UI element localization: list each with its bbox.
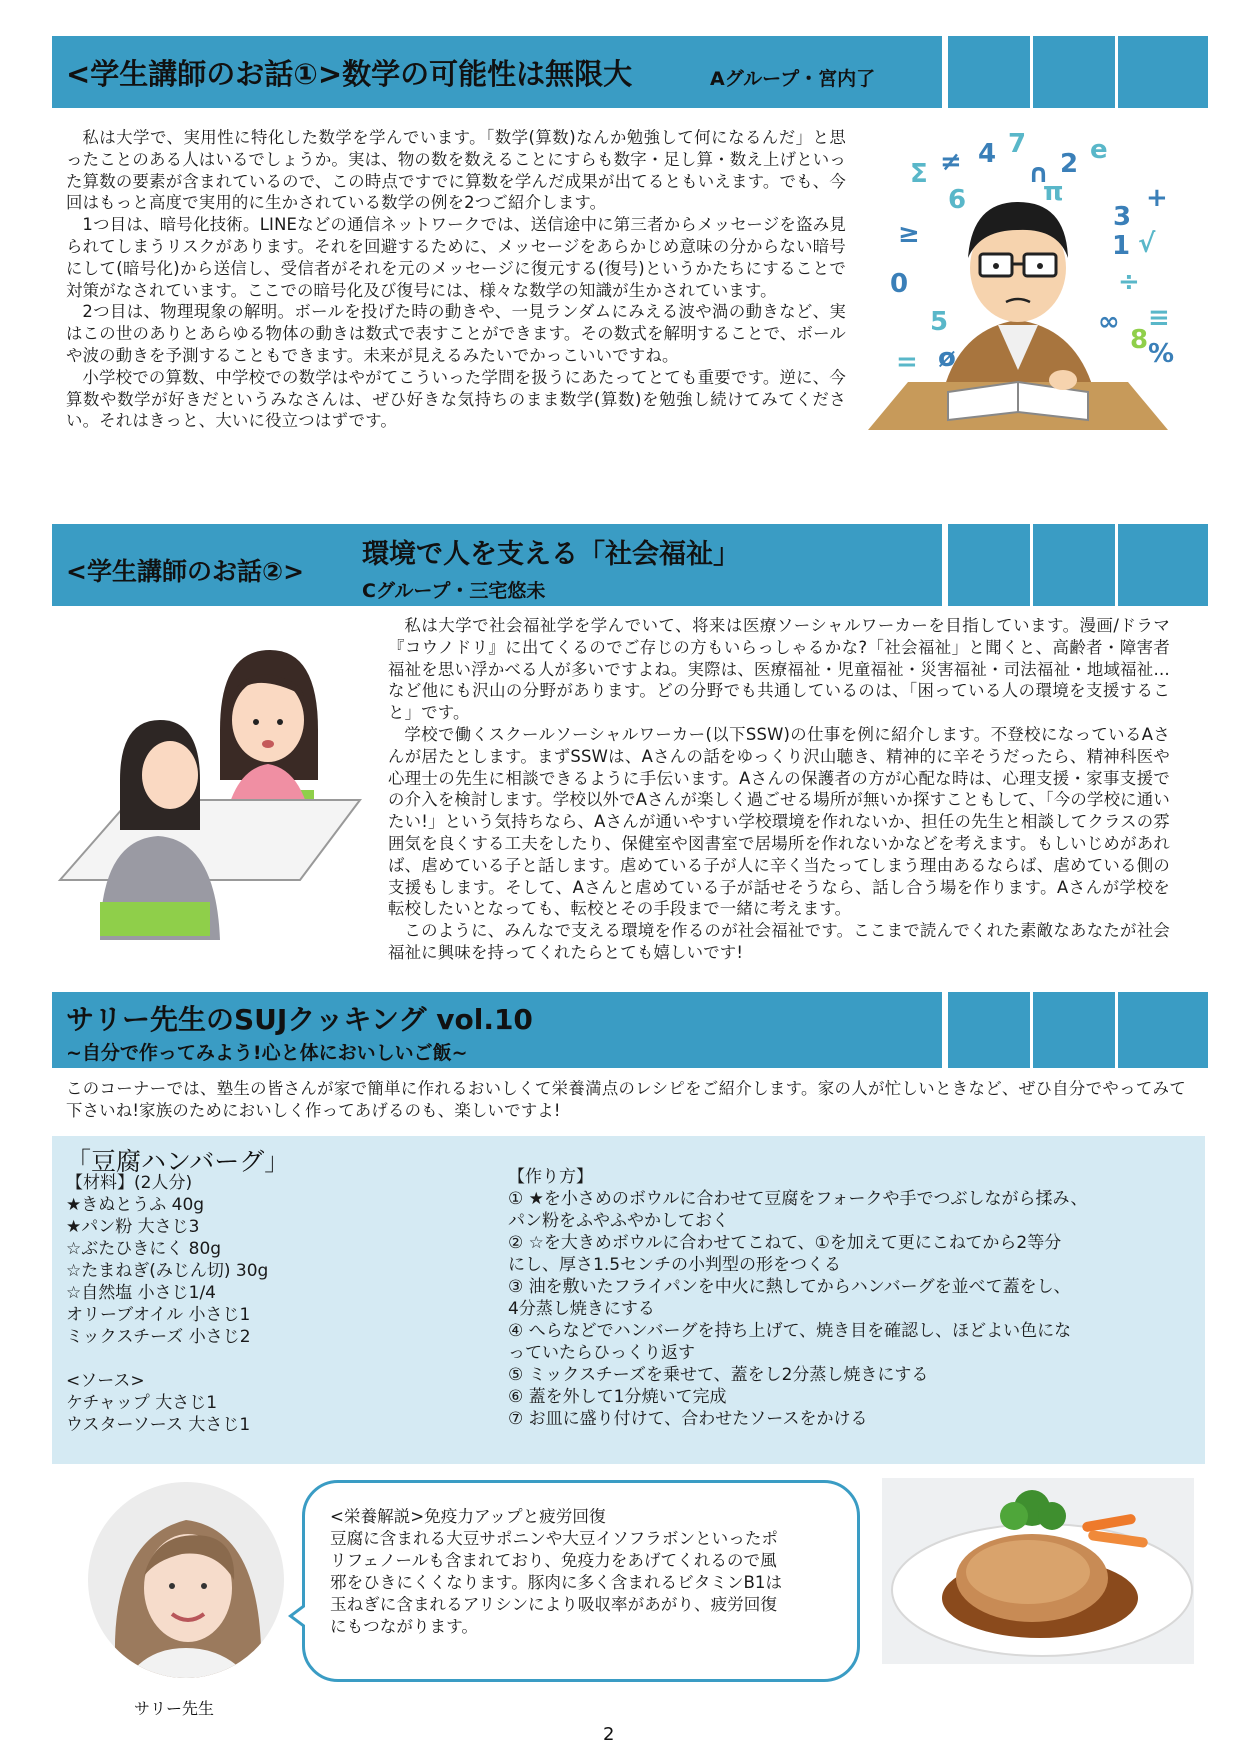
math-symbol: e: [1090, 135, 1108, 165]
math-symbol: ∩: [1028, 159, 1050, 189]
step-line: ⑤ ミックスチーズを乗せて、蓋をし2分蒸し焼きにする: [508, 1365, 929, 1385]
header-square: [945, 36, 1030, 108]
math-symbol: 8: [1130, 325, 1149, 355]
header-square: [1115, 992, 1208, 1068]
header-square: [1030, 992, 1115, 1068]
math-symbol: ≡: [1148, 303, 1170, 333]
math-symbol: ÷: [1118, 267, 1140, 297]
article1-paragraph: 2つ目は、物理現象の解明。ボールを投げた時の動きや、一見ランダムにみえる波や渦の動きなど、実はこの世のありとあらゆる物体の動きは数式で表すことができます。その数式を解明することで、ボールや波の動きを予測することもできます。未来が見えるみたいでかっこいいですね。: [66, 302, 846, 365]
consultation-illustration: [60, 640, 380, 940]
nutrition-text: [330, 1506, 840, 1638]
article1-author: Aグループ・宮内了: [710, 68, 876, 90]
step-line: ⑦ お皿に盛り付けて、合わせたソースをかける: [508, 1409, 868, 1429]
teacher-avatar: [86, 1480, 286, 1680]
article2-title: 環境で人を支える「社会福祉」: [362, 539, 740, 570]
ingredient-line: [66, 1348, 426, 1370]
math-symbol: 4: [978, 139, 997, 169]
math-symbol: ≥: [898, 219, 920, 249]
ingredient-line: ★きぬとうふ 40g: [66, 1195, 205, 1215]
math-symbol: 7: [1008, 129, 1027, 159]
nutrition-line: 邪をひきにくくなります。豚肉に多く含まれるビタミンB1は: [330, 1573, 783, 1592]
ingredients-list: [66, 1172, 426, 1436]
ingredient-line: ミックスチーズ 小さじ2: [66, 1327, 251, 1347]
cooking-title: サリー先生のSUJクッキング vol.10: [66, 1003, 533, 1036]
math-symbol: Σ: [910, 159, 928, 189]
math-symbol: ø: [938, 343, 956, 373]
steps-list: [508, 1166, 1168, 1430]
step-line: ⑥ 蓋を外して1分焼いて完成: [508, 1387, 727, 1407]
math-symbol: ∞: [1098, 307, 1120, 337]
math-symbol: π: [1043, 177, 1064, 207]
nutrition-line: にもつながります。: [330, 1617, 479, 1636]
header-square: [1030, 36, 1115, 108]
article2-paragraph: このように、みんなで支える環境を作るのが社会福祉です。ここまで読んでくれた素敵なあなたが社会福祉に興味を持ってくれたらとても嬉しいです!: [388, 921, 1170, 962]
teacher-name: サリー先生: [134, 1699, 215, 1718]
nutrition-line: 玉ねぎに含まれるアリシンにより吸収率があがり、疲労回復: [330, 1595, 777, 1614]
article1-paragraph: 小学校での算数、中学校での数学はやがてこういった学問を扱うにあたってとても重要です。逆に、今算数や数学が好きだというみなさんは、ぜひ好きな気持ちのまま数学(算数)を勉強し続けてみてください。それはきっと、大いに役立つはずです。: [66, 367, 846, 431]
cooking-subtitle: ~自分で作ってみよう!心と体においしいご飯~: [66, 1042, 468, 1064]
ingredient-line: ウスターソース 大さじ1: [66, 1415, 251, 1435]
article1-paragraph: 1つ目は、暗号化技術。LINEなどの通信ネットワークでは、送信途中に第三者からメッセージを盗み見られてしまうリスクがあります。それを回避するために、メッセージをあらかじめ意味の分からない暗号にして(暗号化)から送信し、受信者がそれを元のメッセージに復元する(復号)というかたちにすることで対策がなされています。ここでの暗号化及び復号には、様々な数学の知識が生かされています。: [66, 215, 846, 300]
ingredient-line: ケチャップ 大さじ1: [66, 1393, 218, 1413]
cooking-intro: このコーナーでは、塾生の皆さんが家で簡単に作れるおいしくて栄養満点のレシピをご紹介します。家の人が忙しいときなど、ぜひ自分でやってみて下さいね!家族のためにおいしく作ってあげるのも、楽しいですよ!: [66, 1079, 1186, 1120]
header-square: [1115, 524, 1208, 606]
math-symbol: 3: [1113, 202, 1132, 232]
step-line: にし、厚さ1.5センチの小判型の形をつくる: [508, 1255, 842, 1275]
header-square: [1115, 36, 1208, 108]
math-symbol: 1: [1112, 231, 1131, 261]
ingredient-line: ☆たまねぎ(みじん切) 30g: [66, 1261, 269, 1281]
math-symbol: +: [1146, 183, 1168, 213]
math-symbol: %: [1148, 339, 1175, 369]
step-line: 【作り方】: [508, 1167, 593, 1187]
article2-paragraph: 私は大学で社会福祉学を学んでいて、将来は医療ソーシャルワーカーを目指しています。漫画/ドラマ『コウノドリ』に出てくるのでご存じの方もいらっしゃるかな?「社会福祉」と聞くと、高齢者・障害者福祉を思い浮かべる人が多いですよね。実際は、医療福祉・児童福祉・災害福祉・司法福祉・地域福祉…など他にも沢山の分野があります。どの分野でも共通しているのは、「困っている人の環境を支援すること」です。: [388, 616, 1170, 723]
step-line: ① ★を小さめのボウルに合わせて豆腐をフォークや手でつぶしながら揉み、: [508, 1189, 1088, 1209]
page-number: 2: [603, 1724, 615, 1745]
step-line: ② ☆を大きめボウルに合わせてこねて、①を加えて更にこねてから2等分: [508, 1233, 1062, 1253]
nutrition-line: リフェノールも含まれており、免疫力をあげてくれるので風: [330, 1551, 777, 1570]
math-student-illustration: [868, 129, 1175, 490]
step-line: 4分蒸し焼きにする: [508, 1299, 655, 1319]
article1-paragraph: 私は大学で、実用性に特化した数学を学んでいます。「数学(算数)なんか勉強して何になるんだ」と思ったことのある人はいるでしょうか。実は、物の数を数えることにすらも数字・足し算・数え上げといった算数の要素が含まれているので、この時点ですでに算数を学んだ成果が出てるともいえます。でも、今回はもっと高度で実用的に生かされている数学の例を2つご紹介します。: [66, 128, 846, 213]
ingredient-line: ★パン粉 大さじ3: [66, 1217, 200, 1237]
math-symbol: 5: [930, 307, 949, 337]
step-line: っていたらひっくり返す: [508, 1343, 695, 1363]
step-line: ④ へらなどでハンバーグを持ち上げて、焼き目を確認し、ほどよい色にな: [508, 1321, 1072, 1341]
math-symbol: 0: [890, 269, 909, 299]
math-symbol: √: [1138, 229, 1156, 259]
step-line: パン粉をふやふやかしておく: [508, 1211, 729, 1231]
bubble-tail-inner: [293, 1607, 305, 1625]
ingredient-line: ☆自然塩 小さじ1/4: [66, 1283, 217, 1303]
header-square: [945, 992, 1030, 1068]
article1-body: [66, 127, 846, 432]
math-symbol: 6: [948, 185, 967, 215]
ingredient-line: ☆ぶたひきにく 80g: [66, 1239, 222, 1259]
article2-author: Cグループ・三宅悠未: [362, 580, 546, 602]
math-symbol: =: [896, 347, 918, 377]
recipe-title: 「豆腐ハンバーグ」: [66, 1147, 290, 1176]
article2-paragraph: 学校で働くスクールソーシャルワーカー(以下SSW)の仕事を例に紹介します。不登校になっているAさんが居たとします。まずSSWは、Aさんの話をゆっくり沢山聴き、精神的に辛そうだったら、精神科医や心理士の先生に相談できるように手伝います。Aさんの保護者の方が心配な時は、心理支援・家事支援での介入を検討します。学校以外でAさんが楽しく過ごせる場所が無いか探すこともして、「今の学校に通いたい!」という気持ちなら、Aさんが通いやすい学校環境を作れないか、担任の先生と相談してクラスの雰囲気を良くする工夫をしたり、保健室や図書室で居場所を作れないかなどを考えます。もしいじめがあれば、虐めている子と話します。虐めている子が人に辛く当たってしまう理由あるならば、虐めている側の支援もします。そして、Aさんと虐めている子が話せそうなら、話し合う場を作ります。Aさんが学校を転校したいとなっても、転校とその手段まで一緒に考えます。: [388, 724, 1170, 919]
math-symbol: ≠: [940, 147, 962, 177]
step-line: ③ 油を敷いたフライパンを中火に熱してからハンバーグを並べて蓋をし、: [508, 1277, 1071, 1297]
ingredient-line: <ソース>: [66, 1371, 145, 1391]
ingredient-line: オリーブオイル 小さじ1: [66, 1305, 251, 1325]
nutrition-line: <栄養解説>免疫力アップと疲労回復: [330, 1507, 606, 1526]
article1-title: <学生講師のお話①>数学の可能性は無限大: [66, 57, 633, 91]
math-symbol: 2: [1060, 149, 1079, 179]
tofu-hamburger-photo: [882, 1478, 1194, 1664]
header-square: [1030, 524, 1115, 606]
article2-label: <学生講師のお話②>: [66, 557, 305, 586]
header-square: [945, 524, 1030, 606]
nutrition-line: 豆腐に含まれる大豆サポニンや大豆イソフラボンといったポ: [330, 1529, 779, 1548]
article2-body: [388, 615, 1170, 964]
ingredient-line: 【材料】(2人分): [66, 1173, 193, 1193]
